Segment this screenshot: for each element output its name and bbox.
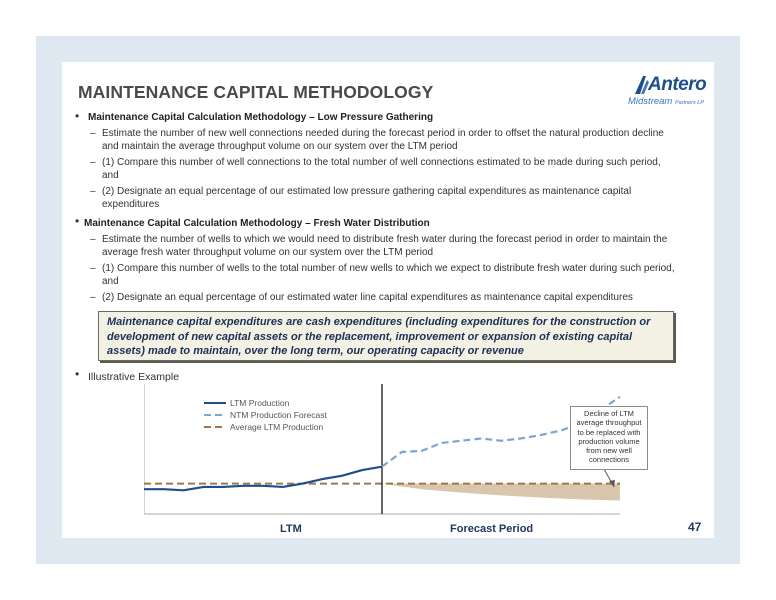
decline-area [382, 484, 620, 501]
logo-sub-small: Partners LP [674, 100, 705, 106]
dash-marker: – [90, 263, 96, 274]
bullet-dot: • [75, 367, 80, 381]
bullet-dot: • [75, 214, 80, 228]
gathering-item-1: Estimate the number of new well connections needed during the forecast period in order to offset the natural production decline and maintain the average throughput volume on our system over the LTM period [102, 128, 664, 152]
logo-word: Antero [648, 74, 707, 95]
callout-text: Maintenance capital expenditures are cash expenditures (including expenditures for the construction or development of new capital assets or the replacement, improvement or expansion of existing capital assets) made to maintain, over the long term, our operating capacity or revenue [107, 316, 651, 357]
gathering-item-2: (1) Compare this number of well connections to the total number of well connections estimated to be made during such period, and [102, 157, 661, 181]
bullet-dot: • [75, 109, 80, 123]
gathering-item-3: (2) Designate an equal percentage of our estimated low pressure gathering capital expenditures as maintenance capital expenditures [102, 186, 632, 210]
dash-marker: – [90, 186, 96, 197]
page-number: 47 [688, 520, 702, 534]
illustrative-heading: Illustrative Example [88, 371, 180, 383]
section-heading-water: Maintenance Capital Calculation Methodology – Fresh Water Distribution [84, 218, 430, 229]
x-label-ltm: LTM [280, 523, 302, 535]
dash-marker: – [90, 234, 96, 245]
legend-entry: LTM Production [230, 398, 290, 408]
legend-entry: Average LTM Production [230, 422, 324, 432]
logo-sub-main: Midstream [628, 96, 673, 107]
decline-annotation: Decline of LTM average throughput to be replaced with production volume from new well connections [570, 406, 648, 470]
legend-entry: NTM Production Forecast [230, 410, 327, 420]
definition-callout [98, 311, 674, 361]
logo-sub [628, 96, 704, 107]
page-title: MAINTENANCE CAPITAL METHODOLOGY [78, 82, 434, 102]
water-item-2: (1) Compare this number of wells to the total number of new wells to which we expect to distribute fresh water during such period, and [102, 263, 675, 287]
production-chart [144, 384, 634, 542]
dash-marker: – [90, 157, 96, 168]
x-label-forecast: Forecast Period [450, 523, 534, 535]
dash-marker: – [90, 128, 96, 139]
company-logo [628, 74, 708, 112]
section-heading-gathering: Maintenance Capital Calculation Methodology – Low Pressure Gathering [88, 112, 434, 123]
water-item-1: Estimate the number of wells to which we would need to distribute fresh water during the forecast period in order to maintain the average fresh water throughput volume on our system over the LTM period [102, 234, 668, 258]
slide [62, 62, 714, 538]
water-item-3: (2) Designate an equal percentage of our estimated water line capital expenditures as maintenance capital expenditures [102, 292, 633, 303]
dash-marker: – [90, 292, 96, 303]
series-ltm-production [144, 467, 382, 491]
